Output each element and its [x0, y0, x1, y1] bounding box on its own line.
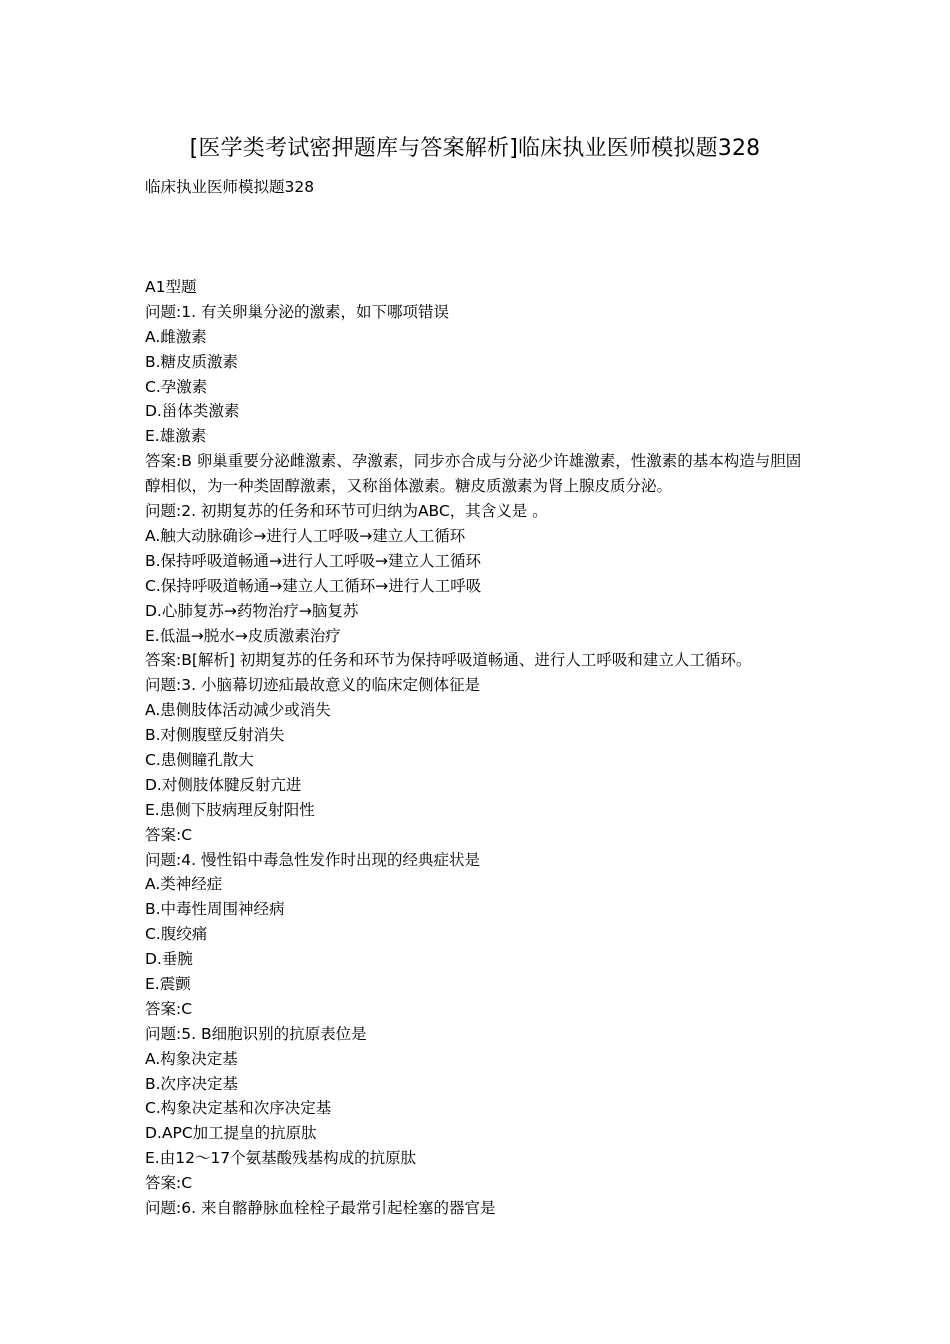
question-option: E.由12～17个氨基酸残基构成的抗原肽: [145, 1149, 417, 1168]
question-answer: 答案:C: [145, 1174, 193, 1193]
document-body: [145, 275, 825, 1221]
question-option: C.孕激素: [145, 377, 208, 396]
question-option: C.患侧瞳孔散大: [145, 750, 254, 769]
question-option: A.触大动脉确诊→进行人工呼吸→建立人工循环: [145, 526, 466, 545]
question-option: D.对侧肢体腱反射亢进: [145, 775, 302, 794]
question-option: B.糖皮质激素: [145, 352, 239, 371]
question-option: E.低温→脱水→皮质激素治疗: [145, 626, 341, 645]
question-option: A.构象决定基: [145, 1049, 238, 1068]
question-answer: 答案:B[解析] 初期复苏的任务和环节为保持呼吸道畅通、进行人工呼吸和建立人工循环。: [145, 651, 752, 670]
question-option: A.类神经症: [145, 875, 223, 894]
question-option: B.对侧腹壁反射消失: [145, 726, 285, 745]
question-option: A.雌激素: [145, 327, 207, 346]
question-answer: 答案:C: [145, 999, 193, 1018]
question-stem: 问题:5. B细胞识别的抗原表位是: [145, 1024, 367, 1043]
document-title: [医学类考试密押题库与答案解析]临床执业医师模拟题328: [189, 136, 761, 161]
question-option: D.APC加工提皇的抗原肽: [145, 1124, 317, 1143]
document-subtitle: 临床执业医师模拟题328: [145, 178, 315, 196]
question-answer: 答案:B 卵巢重要分泌雌激素、孕激素，同步亦合成与分泌少许雄激素，性激素的基本构造与胆固醇相似，为一种类固醇激素，又称甾体激素。糖皮质激素为肾上腺皮质分泌。: [145, 452, 802, 496]
question-option: E.震颤: [145, 974, 191, 993]
question-option: B.中毒性周围神经病: [145, 900, 285, 919]
question-option: E.雄激素: [145, 427, 207, 446]
question-option: E.患侧下肢病理反射阳性: [145, 800, 315, 819]
question-option: A.患侧肢体活动减少或消失: [145, 701, 331, 720]
question-option: C.保持呼吸道畅通→建立人工循环→进行人工呼吸: [145, 576, 482, 595]
question-option: B.次序决定基: [145, 1074, 239, 1093]
question-option: B.保持呼吸道畅通→进行人工呼吸→建立人工循环: [145, 551, 482, 570]
question-option: C.腹绞痛: [145, 925, 208, 944]
question-stem: 问题:4. 慢性铅中毒急性发作时出现的经典症状是: [145, 850, 480, 869]
question-answer: 答案:C: [145, 825, 193, 844]
question-stem: 问题:1. 有关卵巢分泌的激素，如下哪项错误: [145, 302, 449, 321]
question-stem: 问题:3. 小脑幕切迹疝最故意义的临床定侧体征是: [145, 676, 480, 695]
question-stem: 问题:6. 来自髂静脉血栓栓子最常引起栓塞的器官是: [145, 1198, 496, 1217]
question-stem: 问题:2. 初期复苏的任务和环节可归纳为ABC，其含义是 。: [145, 502, 548, 521]
section-heading: A1型题: [145, 278, 197, 296]
question-option: D.垂腕: [145, 950, 193, 969]
question-option: D.甾体类激素: [145, 402, 240, 421]
question-option: C.构象决定基和次序决定基: [145, 1099, 332, 1118]
question-option: D.心肺复苏→药物治疗→脑复苏: [145, 601, 359, 620]
